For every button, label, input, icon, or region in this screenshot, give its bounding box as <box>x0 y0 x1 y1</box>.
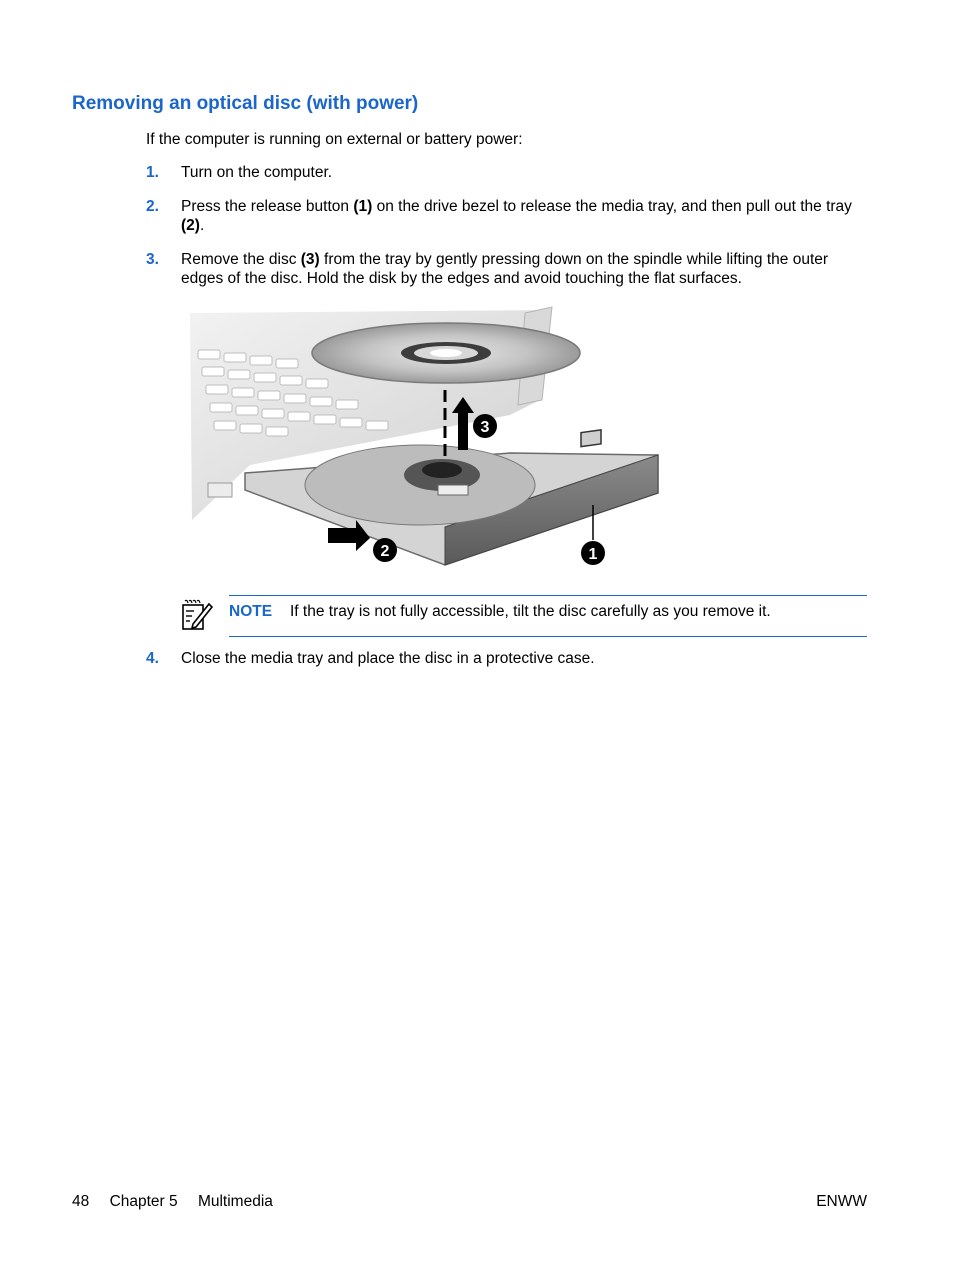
step-3 <box>146 250 866 288</box>
step-number: 3. <box>146 251 159 268</box>
footer-code: ENWW <box>816 1193 867 1210</box>
intro-text: If the computer is running on external or battery power: <box>146 131 523 148</box>
svg-text:1: 1 <box>588 546 598 563</box>
step-2 <box>146 197 866 235</box>
note-pencil-icon <box>180 598 214 632</box>
step-text: Press the release button (1) on the drive bezel to release the media tray, and then pull out the tray (2). <box>181 198 852 234</box>
step-text: Remove the disc (3) from the tray by gently pressing down on the spindle while lifting the outer edges of the disc. Hold the disk by the edges and avoid touching the flat surfaces. <box>181 251 829 287</box>
chapter-label: Chapter 5 <box>109 1193 178 1210</box>
step-4 <box>146 649 866 668</box>
step-number: 4. <box>146 650 159 667</box>
callout-2 <box>373 538 397 562</box>
step-text: Close the media tray and place the disc in a protective case. <box>181 650 595 667</box>
callout-1 <box>581 541 605 565</box>
step-number: 2. <box>146 198 159 215</box>
svg-text:2: 2 <box>380 543 390 560</box>
page-footer <box>72 1193 867 1211</box>
section-heading: Removing an optical disc (with power) <box>72 93 419 114</box>
callout-3 <box>473 414 497 438</box>
chapter-title: Multimedia <box>197 1193 273 1210</box>
optical-drive-illustration <box>180 305 665 570</box>
note-text: If the tray is not fully accessible, tilt the disc carefully as you remove it. <box>290 603 771 620</box>
step-number: 1. <box>146 164 159 181</box>
page-number: 48 <box>72 1193 90 1210</box>
note-label: NOTE <box>229 603 273 620</box>
release-button <box>581 430 601 447</box>
note-box <box>229 595 867 637</box>
step-text: Turn on the computer. <box>181 164 333 181</box>
step-1 <box>146 163 866 182</box>
svg-text:3: 3 <box>480 419 490 436</box>
